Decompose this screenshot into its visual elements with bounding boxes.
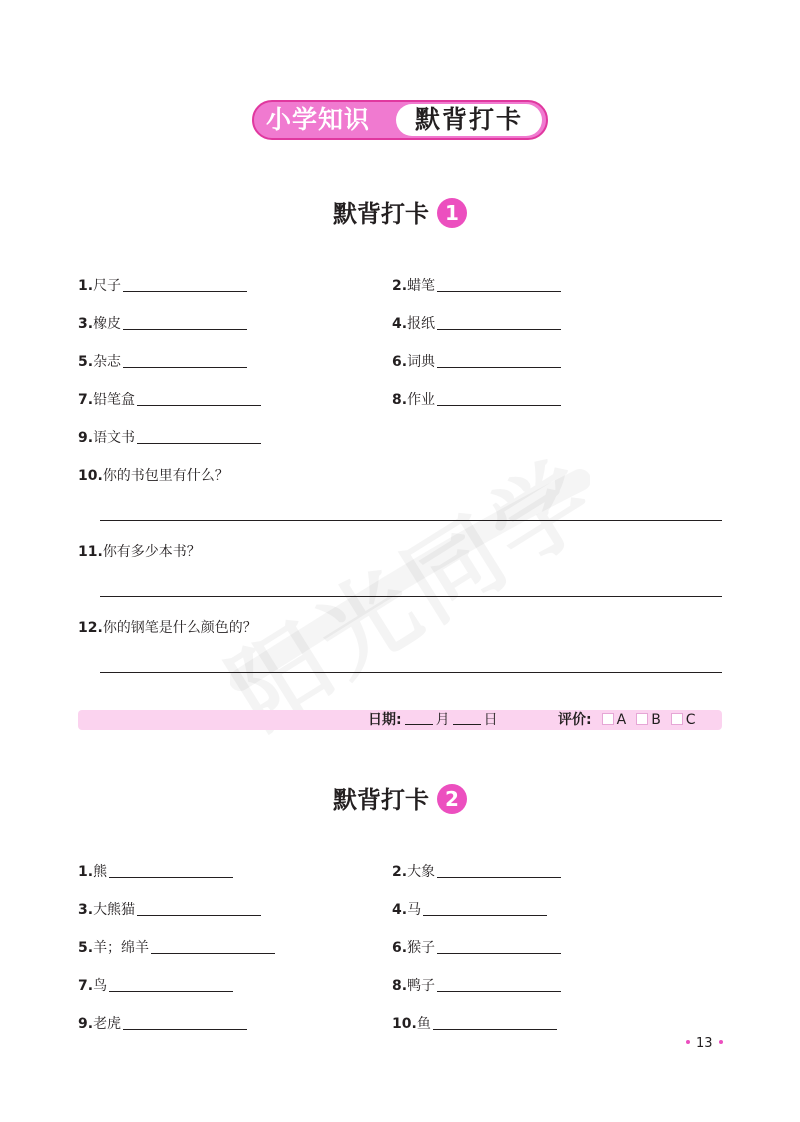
answer-blank[interactable] (437, 863, 561, 878)
vocab-word: 大象 (407, 864, 436, 880)
answer-blank[interactable] (137, 901, 261, 916)
vocab-word: 猴子 (407, 940, 436, 956)
vocab-word: 鸭子 (407, 978, 436, 994)
section-1-number-badge: 1 (437, 198, 467, 228)
date-label: 日期: (368, 712, 402, 728)
answer-blank[interactable] (437, 977, 561, 992)
page-dot-left (686, 1040, 690, 1044)
rating-field (558, 710, 696, 730)
day-blank[interactable] (453, 712, 481, 725)
section-2-title (0, 782, 800, 818)
vocab-item: 6.词典 (392, 352, 561, 372)
vocab-item: 5.羊；绵羊 (78, 938, 275, 958)
vocab-word: 铅笔盒 (93, 392, 136, 408)
vocab-item: 8.作业 (392, 390, 561, 410)
vocab-item: 3.大熊猫 (78, 900, 261, 920)
vocab-word: 羊；绵羊 (93, 940, 150, 956)
vocab-item: 2.大象 (392, 862, 561, 882)
rating-option-c: C (685, 712, 696, 728)
rating-checkbox-c[interactable] (671, 713, 683, 725)
rating-label: 评价: (558, 712, 592, 728)
vocab-word: 报纸 (407, 316, 436, 332)
vocab-word: 橡皮 (93, 316, 122, 332)
date-evaluation-bar (78, 710, 722, 730)
answer-blank[interactable] (137, 429, 261, 444)
answer-blank[interactable] (123, 353, 247, 368)
date-field (368, 710, 498, 730)
vocab-word: 大熊猫 (93, 902, 136, 918)
question-text: 你的书包里有什么？ (102, 468, 229, 484)
vocab-word: 尺子 (93, 278, 122, 294)
rating-checkbox-b[interactable] (636, 713, 648, 725)
vocab-word: 杂志 (93, 354, 122, 370)
page-number (680, 1036, 729, 1052)
section-1-title-text: 默背打卡 (333, 200, 429, 228)
banner-subject: 小学知识 (266, 105, 371, 134)
answer-line[interactable] (100, 520, 722, 521)
answer-blank[interactable] (123, 277, 247, 292)
vocab-item: 10.鱼 (392, 1014, 557, 1034)
answer-blank[interactable] (109, 863, 233, 878)
page-number-text: 13 (696, 1036, 713, 1051)
answer-blank[interactable] (437, 353, 561, 368)
vocab-word: 鱼 (416, 1016, 431, 1032)
vocab-word: 鸟 (93, 978, 108, 994)
answer-blank[interactable] (151, 939, 275, 954)
question-10: 10.你的书包里有什么？ (78, 468, 229, 484)
vocab-item: 1.熊 (78, 862, 233, 882)
question-text: 你的钢笔是什么颜色的？ (102, 620, 257, 636)
rating-option-a: A (616, 712, 627, 728)
vocab-item: 4.报纸 (392, 314, 561, 334)
answer-blank[interactable] (433, 1015, 557, 1030)
answer-line[interactable] (100, 596, 722, 597)
page-dot-right (719, 1040, 723, 1044)
vocab-word: 词典 (407, 354, 436, 370)
section-2-title-text: 默背打卡 (333, 786, 429, 814)
question-text: 你有多少本书？ (102, 544, 201, 560)
rating-option-b: B (651, 712, 661, 728)
vocab-item: 3.橡皮 (78, 314, 247, 334)
vocab-item: 6.猴子 (392, 938, 561, 958)
day-label: 日 (483, 712, 498, 728)
vocab-item: 8.鸭子 (392, 976, 561, 996)
answer-blank[interactable] (437, 939, 561, 954)
answer-blank[interactable] (123, 1015, 247, 1030)
question-12: 12.你的钢笔是什么颜色的？ (78, 620, 257, 636)
answer-blank[interactable] (137, 391, 261, 406)
answer-blank[interactable] (123, 315, 247, 330)
vocab-word: 作业 (407, 392, 436, 408)
section-2-number-badge: 2 (437, 784, 467, 814)
vocab-word: 熊 (93, 864, 108, 880)
answer-blank[interactable] (437, 391, 561, 406)
vocab-word: 老虎 (93, 1016, 122, 1032)
vocab-item: 5.杂志 (78, 352, 247, 372)
vocab-item: 7.鸟 (78, 976, 233, 996)
vocab-word: 语文书 (93, 430, 136, 446)
header-banner (252, 100, 548, 140)
vocab-item: 2.蜡笔 (392, 276, 561, 296)
vocab-item: 7.铅笔盒 (78, 390, 261, 410)
answer-blank[interactable] (109, 977, 233, 992)
vocab-word: 蜡笔 (407, 278, 436, 294)
question-11: 11.你有多少本书？ (78, 544, 201, 560)
vocab-item: 9.老虎 (78, 1014, 247, 1034)
section-1-title (0, 196, 800, 232)
month-label: 月 (435, 712, 450, 728)
answer-blank[interactable] (437, 315, 561, 330)
vocab-item: 9.语文书 (78, 428, 261, 448)
answer-blank[interactable] (423, 901, 547, 916)
rating-checkbox-a[interactable] (602, 713, 614, 725)
vocab-word: 马 (407, 902, 422, 918)
vocab-item: 1.尺子 (78, 276, 247, 296)
month-blank[interactable] (405, 712, 433, 725)
vocab-item: 4.马 (392, 900, 547, 920)
answer-line[interactable] (100, 672, 722, 673)
answer-blank[interactable] (437, 277, 561, 292)
banner-title: 默背打卡 (396, 104, 542, 136)
